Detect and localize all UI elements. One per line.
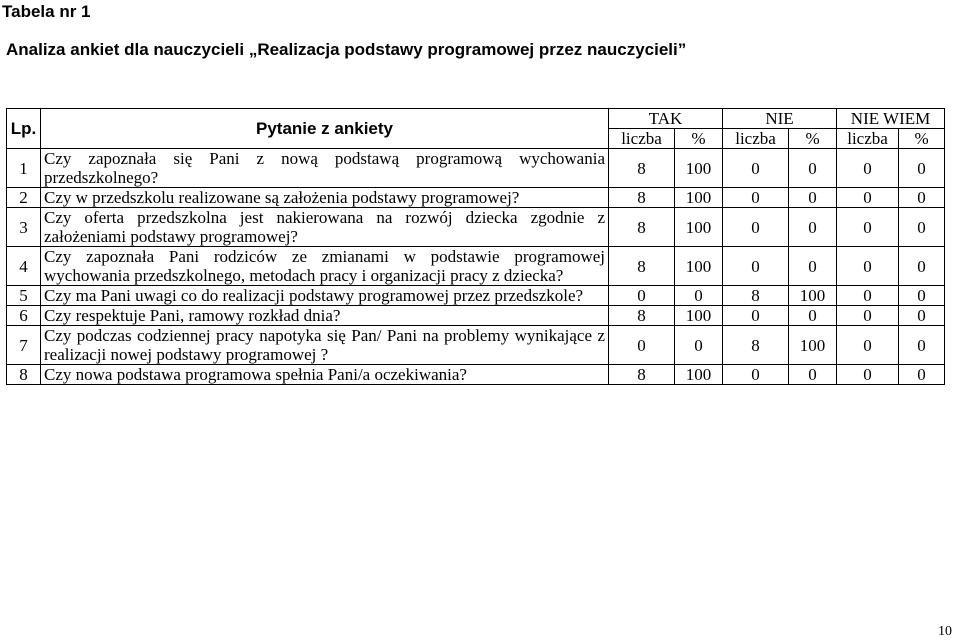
value-cell: 100 [789, 326, 837, 365]
value-cell: 8 [609, 188, 675, 208]
row-number: 8 [7, 365, 41, 385]
value-cell: 0 [723, 208, 789, 247]
value-cell: 0 [837, 286, 899, 306]
header-sub: liczba [609, 129, 675, 149]
table-row [7, 208, 945, 247]
value-cell: 0 [899, 326, 945, 365]
table-row [7, 286, 945, 306]
table-row [7, 247, 945, 286]
value-cell: 0 [609, 326, 675, 365]
value-cell: 100 [675, 365, 723, 385]
value-cell: 100 [675, 188, 723, 208]
value-cell: 8 [609, 247, 675, 286]
value-cell: 0 [899, 306, 945, 326]
header-sub: liczba [837, 129, 899, 149]
value-cell: 8 [609, 306, 675, 326]
header-row-groups [7, 109, 945, 129]
header-group-tak: TAK [609, 109, 723, 129]
header-group-nie: NIE [723, 109, 837, 129]
value-cell: 100 [675, 247, 723, 286]
row-question: Czy ma Pani uwagi co do realizacji podstawy programowej przez przedszkole? [41, 286, 609, 306]
value-cell: 0 [789, 365, 837, 385]
page-number: 10 [938, 624, 952, 639]
header-sub: liczba [723, 129, 789, 149]
header-sub: % [675, 129, 723, 149]
row-question: Czy nowa podstawa programowa spełnia Pani/a oczekiwania? [41, 365, 609, 385]
header-sub: % [899, 129, 945, 149]
value-cell: 0 [675, 286, 723, 306]
value-cell: 0 [789, 149, 837, 188]
survey-table [6, 108, 945, 385]
table-row [7, 365, 945, 385]
table-row [7, 306, 945, 326]
row-number: 4 [7, 247, 41, 286]
value-cell: 0 [899, 365, 945, 385]
header-sub: % [789, 129, 837, 149]
value-cell: 100 [675, 306, 723, 326]
value-cell: 100 [789, 286, 837, 306]
value-cell: 0 [837, 365, 899, 385]
row-question: Czy zapoznała Pani rodziców ze zmianami w podstawie programowej wychowania przedszkolnego, metodach pracy i organizacji pracy z dziecka? [41, 247, 609, 286]
value-cell: 0 [723, 306, 789, 326]
value-cell: 0 [837, 188, 899, 208]
value-cell: 8 [609, 208, 675, 247]
value-cell: 0 [723, 188, 789, 208]
value-cell: 0 [789, 247, 837, 286]
table-row [7, 188, 945, 208]
value-cell: 0 [837, 326, 899, 365]
row-number: 7 [7, 326, 41, 365]
value-cell: 0 [789, 306, 837, 326]
value-cell: 0 [899, 286, 945, 306]
row-number: 2 [7, 188, 41, 208]
row-question: Czy podczas codziennej pracy napotyka się Pan/ Pani na problemy wynikające z realizacji nowej podstawy programowej ? [41, 326, 609, 365]
table-row [7, 149, 945, 188]
value-cell: 8 [723, 286, 789, 306]
header-lp: Lp. [7, 109, 41, 149]
value-cell: 0 [899, 149, 945, 188]
value-cell: 0 [789, 208, 837, 247]
row-number: 5 [7, 286, 41, 306]
row-question: Czy oferta przedszkolna jest nakierowana na rozwój dziecka zgodnie z założeniami podstawy programowej? [41, 208, 609, 247]
value-cell: 0 [899, 188, 945, 208]
value-cell: 0 [899, 247, 945, 286]
value-cell: 0 [723, 365, 789, 385]
table-row [7, 326, 945, 365]
row-number: 1 [7, 149, 41, 188]
value-cell: 0 [675, 326, 723, 365]
value-cell: 0 [837, 247, 899, 286]
value-cell: 0 [837, 306, 899, 326]
row-question: Czy zapoznała się Pani z nową podstawą programową wychowania przedszkolnego? [41, 149, 609, 188]
table-subtitle: Analiza ankiet dla nauczycieli „Realizacja podstawy programowej przez nauczycieli” [6, 40, 687, 59]
table-title: Tabela nr 1 [2, 2, 91, 21]
value-cell: 0 [789, 188, 837, 208]
row-number: 3 [7, 208, 41, 247]
value-cell: 100 [675, 149, 723, 188]
value-cell: 8 [609, 365, 675, 385]
value-cell: 8 [723, 326, 789, 365]
value-cell: 0 [837, 208, 899, 247]
value-cell: 0 [899, 208, 945, 247]
value-cell: 0 [723, 149, 789, 188]
header-question: Pytanie z ankiety [41, 109, 609, 149]
value-cell: 0 [723, 247, 789, 286]
row-number: 6 [7, 306, 41, 326]
row-question: Czy respektuje Pani, ramowy rozkład dnia? [41, 306, 609, 326]
header-group-nie-wiem: NIE WIEM [837, 109, 945, 129]
value-cell: 0 [609, 286, 675, 306]
row-question: Czy w przedszkolu realizowane są założenia podstawy programowej? [41, 188, 609, 208]
value-cell: 8 [609, 149, 675, 188]
value-cell: 0 [837, 149, 899, 188]
value-cell: 100 [675, 208, 723, 247]
